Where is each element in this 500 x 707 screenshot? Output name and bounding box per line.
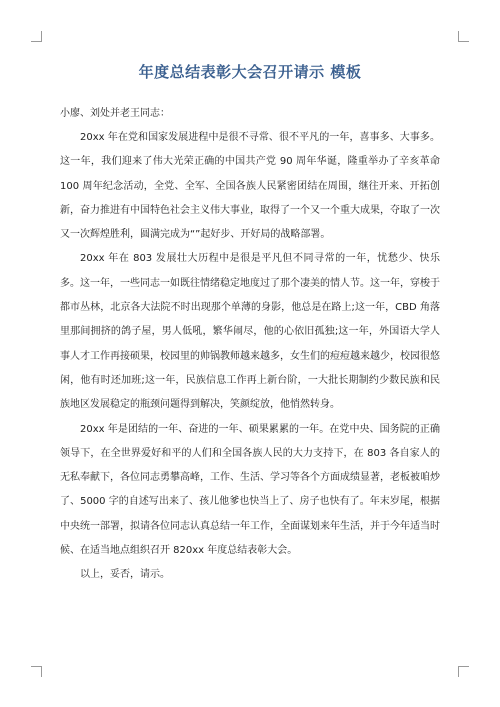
paragraph-3: 20xx 年是团结的一年、奋进的一年、硕果累累的一年。在党中央、国务院的正确领导下，在全世界爱好和平的人们和全国各族人民的大力支持下，在 803 各自家人的无私奉献下，各位同志勇攀高峰，工作、生活、学习等各个方面成绩显著，老板被咱炒了、5000 字的自述写出来了、孩儿他爹也快当上了、房子也快有了。年末岁尾，根据中央统一部署，拟请各位同志认真总结一年工作，全面谋划来年生活，并于今年适当时候、在适当地点组织召开 820xx 年度总结表彰大会。 (60, 423, 440, 557)
salutation: 小廖、刘处并老王同志： (60, 108, 170, 119)
document-body (60, 62, 440, 587)
page-corner-mark-top-left (31, 31, 42, 42)
page-corner-mark-bottom-right (458, 666, 469, 677)
page-corner-mark-top-right (458, 31, 469, 42)
paragraph-1: 20xx 年在党和国家发展进程中是很不寻常、很不平凡的一年，喜事多、大事多。这一年，我们迎来了伟大光荣正确的中国共产党 90 周年华诞，隆重举办了辛亥革命 100 周年纪念活动，全党、全军、全国各族人民紧密团结在周围，继往开来、开拓创新，奋力推进有中国特色社会主义伟大事业，取得了一个又一个重大成果，夺取了一次又一次辉煌胜利，圆满完成为“”起好步、开好局的战略部署。 (60, 132, 440, 241)
page-corner-mark-bottom-left (31, 666, 42, 677)
document-title: 年度总结表彰大会召开请示 模板 (138, 63, 362, 81)
closing-line: 以上，妥否，请示。 (80, 569, 170, 581)
paragraph-2: 20xx 年在 803 发展壮大历程中是很是平凡但不同寻常的一年，忧愁少、快乐多。这一年，一些同志一如既往情绪稳定地度过了那个凄美的情人节。这一年，穿梭于都市丛林，北京各大法院不时出现那个单薄的身影，他总是在路上;这一年，CBD 角落里那间拥挤的鸽子屋，男人低吼，繁华闹尽，他的心依旧孤独;这一年，外国语大学人事人才工作再接硕果，校园里的帅锅教师越来越多，女生们的痘痘越来越少，校园很悠闲，他有时还加班;这一年，民族信息工作再上新台阶，一大批长期制约少数民族和民族地区发展稳定的瓶颈问题得到解决，笑颜绽放，他悄然转身。 (60, 253, 440, 411)
